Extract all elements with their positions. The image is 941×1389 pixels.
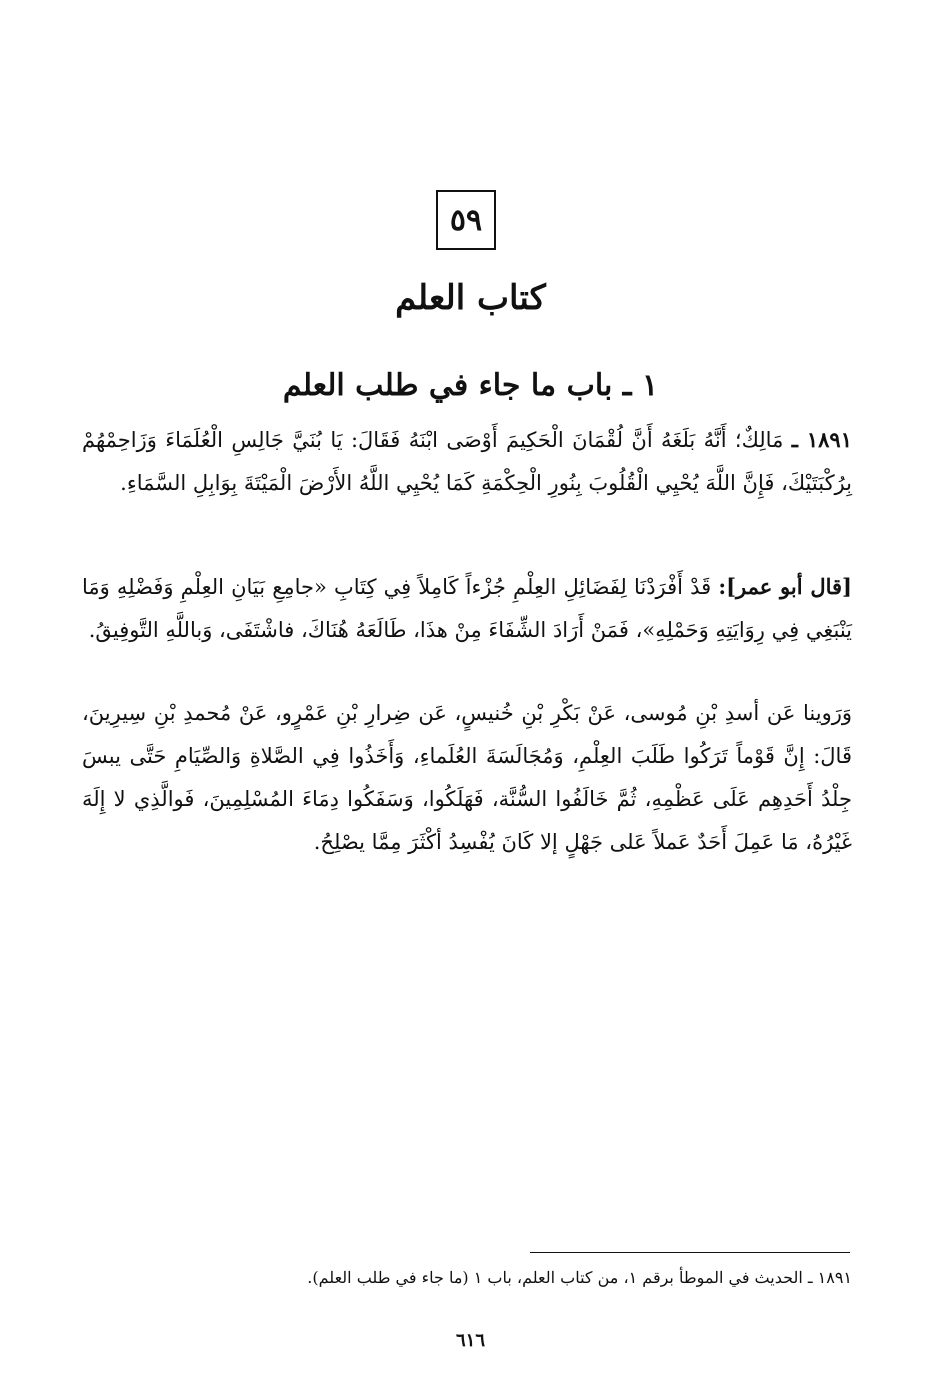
hadith-number: ١٨٩١ ـ xyxy=(791,427,852,452)
commentary-text: قَدْ أَفْرَدْنَا لِفَضَائِلِ العِلْمِ جُزْءاً كَامِلاً فِي كِتَابِ «جامِعِ بَيَانِ العِلْمِ وَفَضْلِهِ وَمَا يَنْبَغِي فِي رِوَايَتِهِ وَحَمْلِهِ»، فَمَنْ أَرَادَ الشِّفَاءَ مِنْ هذَا، طَالَعَهُ هُنَاكَ، فاشْتَفَى، وَباللَّهِ التَّوفِيقُ. xyxy=(82,575,852,642)
paragraph-commentary xyxy=(82,565,852,652)
footnote: ١٨٩١ ـ الحديث في الموطأ برقم ١، من كتاب العلم، باب ١ (ما جاء في طلب العلم). xyxy=(307,1268,852,1287)
chapter-number: ٥٩ xyxy=(449,202,483,238)
book-title: كتاب العلم xyxy=(395,278,546,318)
hadith-text: مَالِكٌ؛ أَنَّهُ بَلَغَهُ أَنَّ لُقْمَانَ الْحَكِيمَ أَوْصَى ابْنَهُ فَقَالَ: يَا بُنَيَّ جَالِسِ الْعُلَمَاءَ وَزَاحِمْهُمْ بِرُكْبَتَيْكَ، فَإِنَّ اللَّهَ يُحْيِي الْقُلُوبَ بِنُورِ الْحِكْمَةِ كَمَا يُحْيِي اللَّهُ الأَرْضَ الْمَيْتَةَ بِوَابِلِ السَّمَاءِ. xyxy=(82,428,852,495)
narration-text: وَرَوينا عَن أسدِ بْنِ مُوسى، عَنْ بَكْرِ بْنِ خُنيسٍ، عَن ضِرارِ بْنِ عَمْرٍو، عَنْ مُحمدِ بْنِ سِيرِينَ، قَالَ: إِنَّ قَوْماً تَرَكُوا طَلَبَ العِلْمِ، وَمُجَالَسَةَ العُلَماءِ، وَأَخَذُوا فِي الصَّلاةِ وَالصِّيَامِ حَتَّى يبسَ جِلْدُ أَحَدِهِم عَلَى عَظْمِهِ، ثُمَّ خَالَفُوا السُّنَّة، فَهَلَكُوا، وَسَفَكُوا دِمَاءَ المُسْلِمِينَ، فَوالَّذِي لا إِلَهَ غَيْرُهُ، مَا عَمِلَ أَحَدٌ عَملاً عَلى جَهْلٍ إلا كَانَ يُفْسِدُ أكْثَرَ مِمَّا يصْلِحُ. xyxy=(82,701,852,854)
footnote-divider xyxy=(530,1252,850,1253)
paragraph-hadith xyxy=(82,418,852,505)
section-title: ١ ـ باب ما جاء في طلب العلم xyxy=(282,368,659,403)
paragraph-narration xyxy=(82,692,852,864)
chapter-number-box xyxy=(436,190,496,250)
commentary-speaker: [قال أبو عمر]: xyxy=(718,574,852,599)
page-number: ٦١٦ xyxy=(455,1330,485,1351)
